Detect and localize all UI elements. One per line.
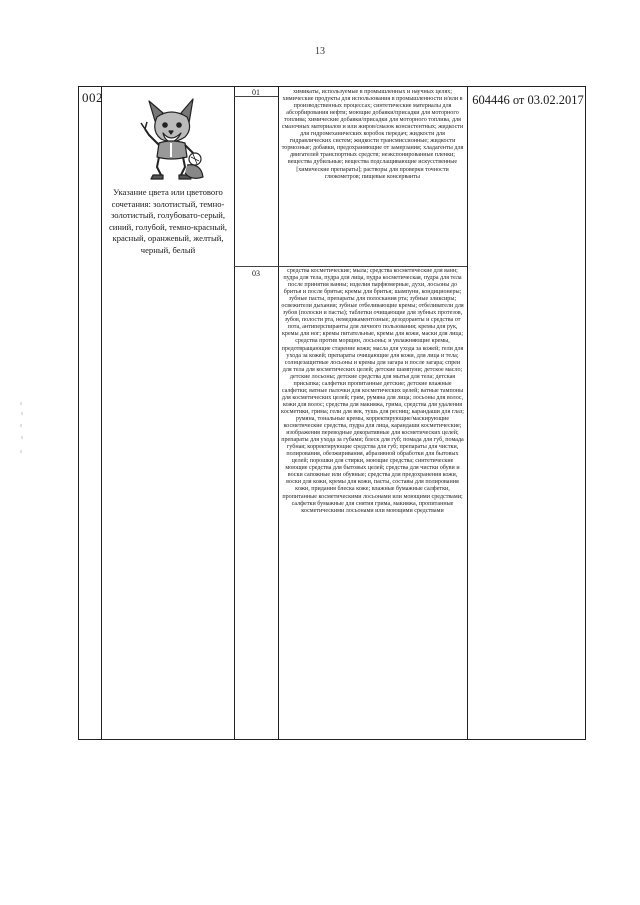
- class-code-01: 01: [252, 88, 260, 97]
- goods-list-class-03: средства косметические; мыла; средства косметические для ванн; пудра для тела, пудра для лица, пудра косметическая, пудра для тела после принятия ванны; изделия парфюмерные, духи, лосьоны до бритья и после бритья; кремы для бритья; шампуни, кондиционеры; зубные пасты, препараты для полоскания рта; зубные эликсиры; освежители дыхания; зубные отбеливающие кремы; отбеливатели для зубов (полоски и пасты); таблетки очищающие для зубных протезов, зубов, полости рта, немедикаментозные; дезодоранты и средства от пота, антиперспиранты для личного пользования; кремы для рук, кремы для ног; кремы питательные, кремы для кожи, маски для лица; средства против морщин, лосьоны; и увлажняющие кремы, предотвращающие старение кожи; масла для ухода за кожей; гели для ухода за кожей; препараты очищающие для кожи, для лица и тела; солнцезащитные лосьоны и кремы для загара и после загара; спреи для тела для косметических целей; детские шампуни; детское масло; детские лосьоны; детские средства для мытья для тела; детская присыпка; салфетки пропитанные детские; детские влажные салфетки; ватные палочки для косметических целей; ватные тампоны для косметических целей; грим, румяна для лица; лосьоны для волос, кожи для волос; средства для макияжа, грима, средства для удаления косметики, грима; гели для век, тушь для ресниц; карандаши для глаз; румяна, тональные кремы, корректирующие/маскирующие косметические средства, пудра для лица, карандаши косметические; изображения переводные декоративные для косметических целей; препараты для ухода за губами; блеск для губ; помада для губ, помада губная; корректирующие средства для губ; препараты для чистки, полирования, обезжиривания, абразивной обработки для бытовых целей; порошки для стирки, моющие средства; синтетические моющие средства для бытовых целей; средства для чистки обуви и воски сапожные или обувные; средства для предохранения кожи, воски для кожи, кремы для кожи, пасты, составы для полирования кожи, придания блеска коже; влажные бумажные салфетки, пропитанные косметическими лосьонами или моющими средствами; салфетки бумажные для снятия грима, макияжа, пропитанные косметическими лосьонами или моющими средствами: [281, 268, 464, 514]
- wolf-mascot-image: [127, 95, 217, 183]
- column-divider: [101, 87, 102, 739]
- registration-number: 604446 от 03.02.2017: [472, 93, 584, 107]
- class-row-divider: [234, 266, 467, 267]
- page-number: 13: [315, 46, 325, 57]
- scan-edge-marks: [18, 400, 26, 460]
- goods-list-class-01: химикаты, используемые в промышленных и научных целях; химические продукты для использования в промышленности и/или в производственных процессах; синтетические материалы для абсорбирования нефти; моющие добавки/присадки для моторного топлива; химические добавки/присадки для моторного топлива, для смазочных материалов и или жиров/смазок консистентных; жидкости для гидромеханических коробок передач; жидкости для гидравлических систем; жидкости трансмиссионные; жидкости тормозные; добавки, предохраняющие от замерзания; хладагенты для двигателей транспортных средств; неэкспонированные пленки; вещества дубильные; вещества подслащивающие искусственные [химические препараты]; растворы для проверки точности глюкометров; пищевые консерванты: [281, 89, 464, 180]
- entry-number: 002: [82, 90, 103, 105]
- color-specification: Указание цвета или цветового сочетания: золотистый, темно-золотистый, голубовато-серый, синий, голубой, темно-красный, красный, оранжевый, желтый, черный, белый: [108, 187, 228, 255]
- column-divider: [234, 87, 235, 739]
- column-divider: [467, 87, 468, 739]
- class-code-03: 03: [252, 269, 260, 278]
- trademark-table: [78, 86, 586, 740]
- column-divider: [278, 87, 279, 739]
